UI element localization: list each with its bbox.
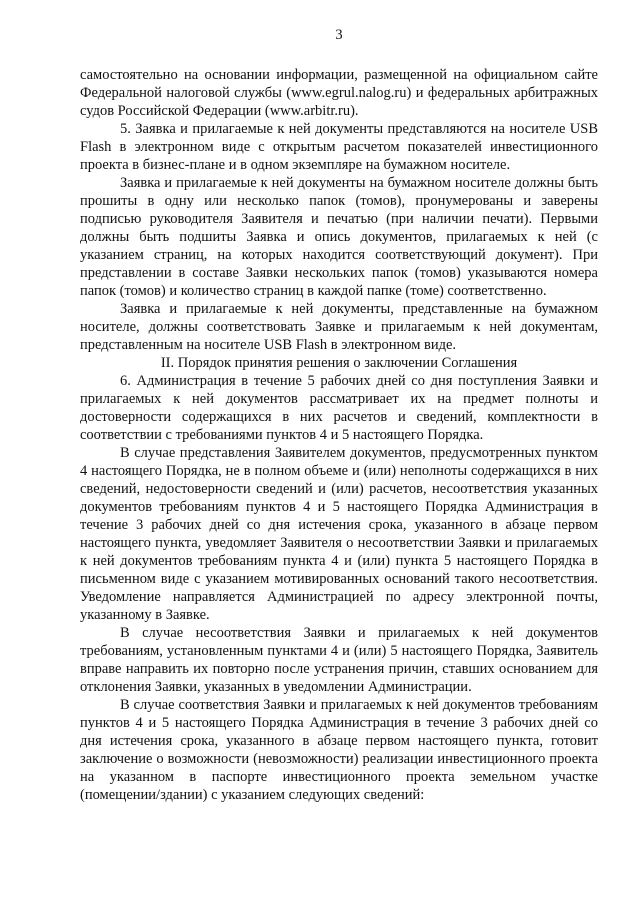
section-heading: II. Порядок принятия решения о заключении Соглашения: [160, 355, 518, 371]
paragraph-incomplete-documents: В случае представления Заявителем документов, предусмотренных пунктом 4 настоящего Порядка, не в полном объеме и (или) неполноты содержащихся в них сведений, недостоверности сведений и (или) расчетов, несоответствия указанных документов требованиям пунктов 4 и 5 настоящего Порядка Администрация в течение 3 рабочих дней со дня истечения срока, указанного в абзаце первом настоящего пункта, уведомляет Заявителя о несоответствии Заявки и прилагаемых к ней документов требованиям пункта 4 и (или) пункта 5 настоящего Порядка в письменном виде с указанием мотивированных оснований такого несоответствия. Уведомление направляется Администрацией по адресу электронной почты, указанному в Заявке.: [80, 445, 598, 623]
paragraph-conclusion: В случае соответствия Заявки и прилагаемых к ней документов требованиям пунктов 4 и 5 настоящего Порядка Администрация в течение 3 рабочих дней со дня истечения срока, указанного в абзаце первом настоящего пункта, готовит заключение о возможности (невозможности) реализации инвестиционного проекта на указанном в паспорте инвестиционного проекта земельном участке (помещении/здании) с указанием следующих сведений:: [80, 697, 598, 803]
page-number: 3: [335, 27, 343, 43]
document-page: [80, 0, 598, 905]
document-body: [80, 66, 598, 804]
paragraph-paper-binding: Заявка и прилагаемые к ней документы на бумажном носителе должны быть прошиты в одну или несколько папок (томов), пронумерованы и заверены подписью руководителя Заявителя и печатью (при наличии печати). Первыми должны быть подшиты Заявка и опись документов, прилагаемых к ней (с указанием страниц, на которых находится соответствующий документ). При представлении в составе Заявки нескольких папок (томов) указываются номера папок (томов) и количество страниц в каждой папке (томе) соответственно.: [80, 175, 598, 299]
paragraph-resubmission: В случае несоответствия Заявки и прилагаемых к ней документов требованиям, установленным пунктами 4 и (или) 5 настоящего Порядка, Заявитель вправе направить их повторно после устранения причин, ставших основанием для отклонения Заявки, указанных в уведомлении Администрации.: [80, 625, 598, 695]
paragraph-paper-correspondence: Заявка и прилагаемые к ней документы, представленные на бумажном носителе, должны соответствовать Заявке и прилагаемым к ней документам, представленным на носителе USB Flash в электронном виде.: [80, 301, 598, 353]
paragraph-item-6: 6. Администрация в течение 5 рабочих дней со дня поступления Заявки и прилагаемых к ней документов рассматривает их на предмет полноты и достоверности содержащихся в них расчетов и сведений, комплектности в соответствии с требованиями пунктов 4 и 5 настоящего Порядка.: [80, 373, 598, 443]
paragraph-continuation: самостоятельно на основании информации, размещенной на официальном сайте Федеральной налоговой службы (www.egrul.nalog.ru) и федеральных арбитражных судов Российской Федерации (www.arbitr.ru).: [80, 67, 598, 119]
paragraph-item-5: 5. Заявка и прилагаемые к ней документы представляются на носителе USB Flash в электронном виде с открытым расчетом показателей инвестиционного проекта в бизнес-плане и в одном экземпляре на бумажном носителе.: [80, 121, 598, 173]
